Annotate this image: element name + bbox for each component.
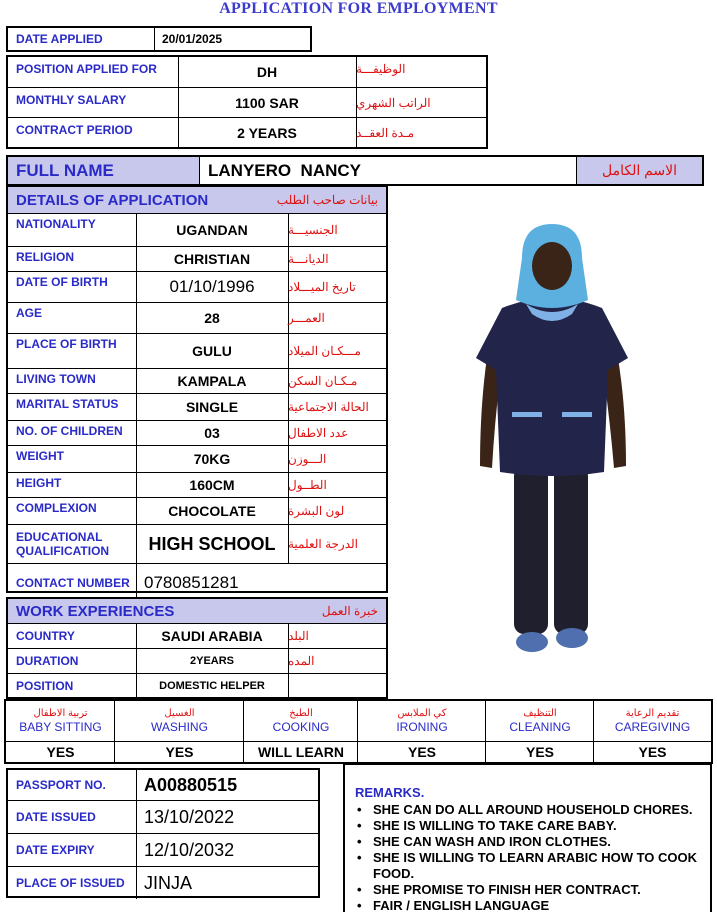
details-ar: الطــول bbox=[288, 478, 327, 492]
details-value: HIGH SCHOOL bbox=[148, 533, 276, 554]
position-value: DH bbox=[256, 64, 278, 80]
details-value: 70KG bbox=[193, 451, 231, 467]
details-value: 160CM bbox=[189, 477, 235, 493]
work-row bbox=[8, 624, 386, 648]
skill-en: WASHING bbox=[151, 720, 208, 734]
remarks-list bbox=[355, 802, 702, 914]
skill-value: YES bbox=[638, 744, 667, 760]
skill-header bbox=[486, 701, 594, 741]
details-row bbox=[8, 272, 386, 302]
details-row bbox=[8, 446, 386, 472]
details-label: EDUCATIONAL QUALIFICATION bbox=[16, 530, 110, 558]
work-value: DOMESTIC HELPER bbox=[159, 680, 265, 692]
work-ar: المده bbox=[288, 654, 315, 668]
remark-item: • SHE CAN WASH AND IRON CLOTHES. bbox=[373, 834, 702, 850]
position-label: POSITION APPLIED FOR bbox=[16, 62, 157, 76]
salary-ar: الراتب الشهري bbox=[356, 95, 431, 110]
remark-item: • SHE CAN DO ALL AROUND HOUSEHOLD CHORES. bbox=[373, 802, 702, 818]
remarks-heading: REMARKS. bbox=[355, 785, 425, 800]
contract-value: 2 YEARS bbox=[237, 124, 297, 141]
remarks-box bbox=[343, 763, 712, 912]
details-table bbox=[6, 185, 388, 593]
details-row bbox=[8, 303, 386, 333]
work-row bbox=[8, 649, 386, 673]
details-label: NO. OF CHILDREN bbox=[16, 424, 123, 438]
details-ar: مـكـان السكن bbox=[288, 374, 358, 388]
details-ar: لون البشرة bbox=[288, 504, 345, 518]
skill-ar: كي الملابس bbox=[397, 708, 447, 719]
details-label: LIVING TOWN bbox=[16, 372, 96, 386]
passport-label: PASSPORT NO. bbox=[16, 778, 106, 792]
details-header-ar: بيانات صاحب الطلب bbox=[276, 193, 378, 207]
date-applied-box bbox=[6, 26, 312, 52]
skill-column bbox=[115, 701, 244, 762]
work-value: 2YEARS bbox=[189, 655, 235, 667]
skill-column bbox=[358, 701, 486, 762]
skill-en: BABY SITTING bbox=[19, 720, 102, 734]
work-label: DURATION bbox=[16, 654, 79, 668]
details-row bbox=[8, 369, 386, 393]
work-header-ar: خبرة العمل bbox=[321, 604, 378, 618]
skills-table bbox=[4, 699, 713, 764]
details-label: CONTACT NUMBER bbox=[16, 576, 130, 590]
details-value: CHRISTIAN bbox=[173, 251, 251, 267]
work-ar bbox=[288, 674, 386, 698]
position-table bbox=[6, 55, 488, 149]
date-applied-label: DATE APPLIED bbox=[16, 32, 103, 46]
details-label: NATIONALITY bbox=[16, 217, 96, 231]
applicant-photo bbox=[462, 218, 642, 668]
details-value: KAMPALA bbox=[177, 373, 247, 389]
skill-ar: التنظيف bbox=[523, 708, 557, 719]
details-ar: الجنسيـــة bbox=[288, 223, 338, 237]
skill-column bbox=[6, 701, 115, 762]
work-label: POSITION bbox=[16, 679, 74, 693]
remark-item: • SHE PROMISE TO FINISH HER CONTRACT. bbox=[373, 882, 702, 898]
salary-value: 1100 SAR bbox=[235, 94, 299, 111]
details-row bbox=[8, 334, 386, 368]
details-label: AGE bbox=[16, 306, 43, 320]
details-label: MARITAL STATUS bbox=[16, 397, 119, 411]
skill-column bbox=[486, 701, 594, 762]
details-label: PLACE OF BIRTH bbox=[16, 337, 117, 351]
skill-header bbox=[6, 701, 115, 741]
passport-value: A00880515 bbox=[144, 774, 238, 795]
details-row bbox=[8, 473, 386, 497]
passport-row bbox=[8, 801, 318, 833]
skill-header bbox=[358, 701, 486, 741]
skill-en: COOKING bbox=[272, 720, 330, 734]
skill-value: WILL LEARN bbox=[257, 744, 345, 760]
details-label: RELIGION bbox=[16, 250, 75, 264]
details-row bbox=[8, 214, 386, 246]
full-name-row bbox=[6, 155, 704, 186]
passport-label: DATE ISSUED bbox=[16, 810, 96, 824]
date-applied-value: 20/01/2025 bbox=[162, 32, 223, 46]
page-title: APPLICATION FOR EMPLOYMENT bbox=[219, 0, 498, 17]
details-header bbox=[8, 187, 386, 213]
salary-label: MONTHLY SALARY bbox=[16, 93, 127, 107]
skill-ar: الغسيل bbox=[164, 708, 195, 719]
details-row bbox=[8, 394, 386, 420]
details-value: 0780851281 bbox=[144, 573, 239, 592]
skill-ar: تقديم الرعاية bbox=[625, 708, 680, 719]
details-ar: تاريخ الميـــلاد bbox=[288, 280, 356, 294]
full-name-label: FULL NAME bbox=[8, 157, 199, 184]
work-value: SAUDI ARABIA bbox=[161, 628, 263, 644]
details-ar: الـــوزن bbox=[288, 452, 327, 466]
skill-header bbox=[594, 701, 711, 741]
passport-value: JINJA bbox=[144, 872, 193, 893]
passport-label: DATE EXPIRY bbox=[16, 843, 95, 857]
skill-value: YES bbox=[165, 744, 194, 760]
work-table bbox=[6, 597, 388, 699]
skill-value: YES bbox=[407, 744, 436, 760]
details-value: GULU bbox=[192, 343, 232, 359]
details-ar: الديانـــة bbox=[288, 252, 329, 266]
skill-en: CAREGIVING bbox=[614, 720, 691, 734]
passport-label: PLACE OF ISSUED bbox=[16, 876, 125, 890]
details-value: 03 bbox=[204, 425, 220, 441]
work-label: COUNTRY bbox=[16, 629, 75, 643]
contract-ar: مـدة العقــد bbox=[356, 125, 415, 140]
skill-column bbox=[594, 701, 711, 762]
passport-value: 12/10/2032 bbox=[144, 839, 235, 860]
contract-label: CONTRACT PERIOD bbox=[16, 123, 133, 137]
work-ar: البلد bbox=[288, 629, 309, 643]
details-label: COMPLEXION bbox=[16, 501, 97, 515]
remark-item: • FAIR / ENGLISH LANGUAGE bbox=[373, 898, 702, 914]
details-header-label: DETAILS OF APPLICATION bbox=[16, 191, 209, 209]
skill-column bbox=[244, 701, 358, 762]
details-value: UGANDAN bbox=[176, 222, 248, 238]
skill-value: YES bbox=[46, 744, 75, 760]
work-header bbox=[8, 599, 386, 623]
details-ar: عدد الاطفال bbox=[288, 426, 349, 440]
details-ar: الدرجة العلمية bbox=[288, 537, 359, 551]
skill-ar: الطبخ bbox=[289, 708, 313, 719]
details-ar: مـــكـان الميلاد bbox=[288, 344, 361, 358]
details-label: DATE OF BIRTH bbox=[16, 275, 108, 289]
remark-item: • SHE IS WILLING TO LEARN ARABIC HOW TO COOK FOOD. bbox=[373, 850, 702, 882]
details-row bbox=[8, 525, 386, 563]
work-row bbox=[8, 674, 386, 698]
details-row bbox=[8, 247, 386, 271]
details-value: SINGLE bbox=[185, 399, 239, 415]
details-label: WEIGHT bbox=[16, 449, 64, 463]
passport-row bbox=[8, 867, 318, 899]
position-ar: الوظيفـــة bbox=[356, 62, 406, 76]
details-ar: العمـــر bbox=[288, 311, 325, 325]
details-row bbox=[8, 421, 386, 445]
remark-item: • SHE IS WILLING TO TAKE CARE BABY. bbox=[373, 818, 702, 834]
passport-table bbox=[6, 768, 320, 898]
details-row bbox=[8, 498, 386, 524]
details-label: HEIGHT bbox=[16, 476, 62, 490]
passport-row bbox=[8, 770, 318, 800]
full-name-value: LANYERO NANCY bbox=[208, 160, 362, 180]
passport-row bbox=[8, 834, 318, 866]
skill-header bbox=[244, 701, 358, 741]
passport-value: 13/10/2022 bbox=[144, 806, 235, 827]
skill-en: CLEANING bbox=[509, 720, 571, 734]
details-value: 01/10/1996 bbox=[169, 277, 255, 296]
skill-value: YES bbox=[525, 744, 554, 760]
skill-header bbox=[115, 701, 244, 741]
details-ar: الحالة الاجتماعية bbox=[288, 400, 369, 414]
details-value: CHOCOLATE bbox=[168, 503, 256, 519]
full-name-ar: الاسم الكامل bbox=[577, 157, 702, 184]
skill-en: IRONING bbox=[396, 720, 448, 734]
work-header-label: WORK EXPERIENCES bbox=[16, 602, 175, 620]
details-value: 28 bbox=[204, 310, 220, 326]
skill-ar: تربية الاطفال bbox=[33, 708, 88, 719]
